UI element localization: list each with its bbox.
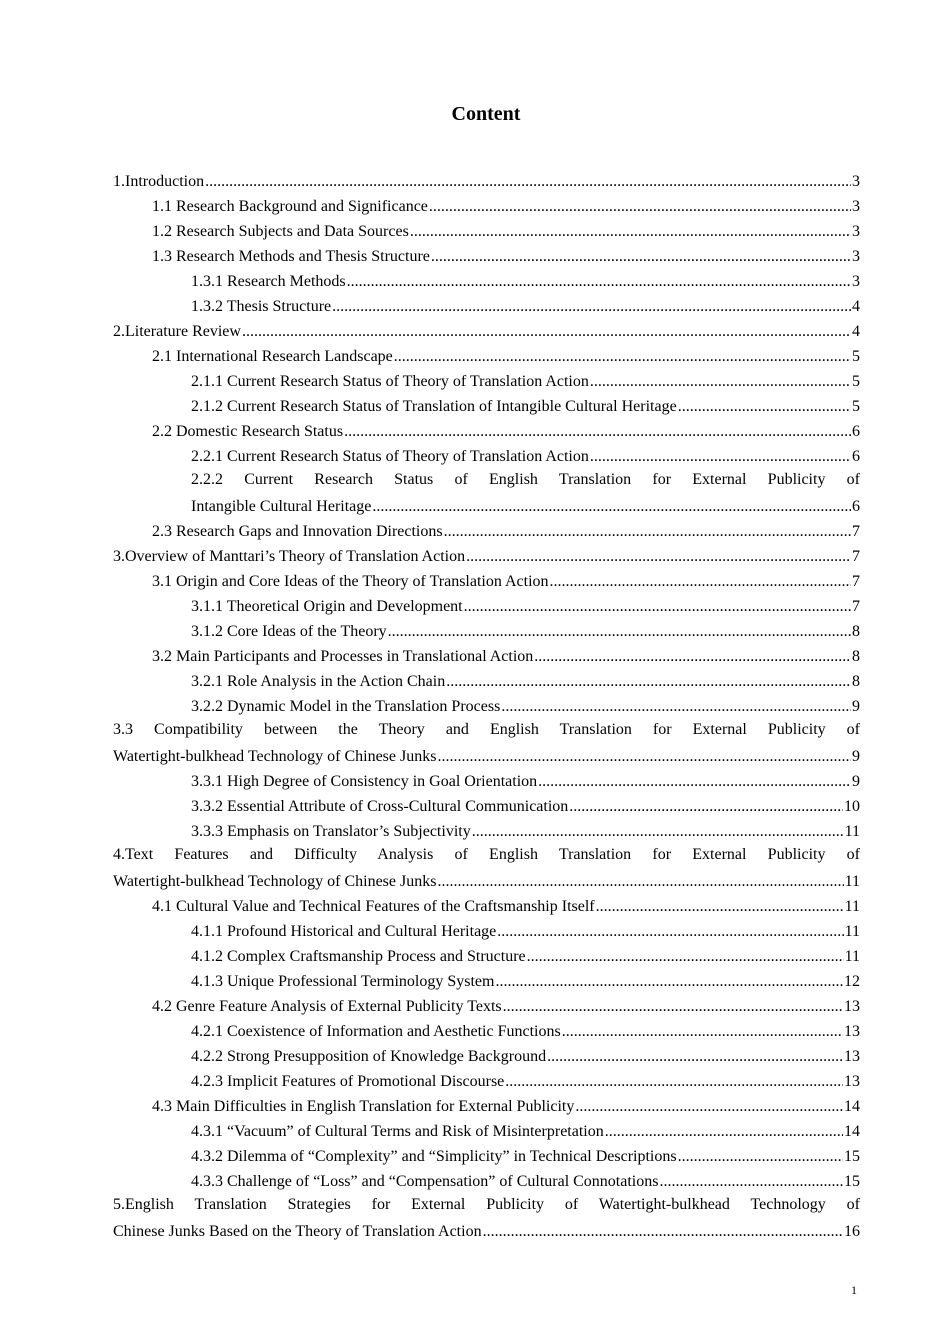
toc-entry[interactable] — [113, 942, 860, 967]
toc-entry-label: 4.3.3 Challenge of “Loss” and “Compensation” of Cultural Connotations — [191, 1173, 659, 1190]
toc-entry-label: 4.1 Cultural Value and Technical Features of the Craftsmanship Itself — [152, 898, 595, 915]
leader-dots — [678, 397, 851, 417]
toc-entry[interactable] — [113, 967, 860, 992]
toc-entry[interactable] — [113, 1117, 860, 1142]
toc-entry[interactable] — [113, 717, 860, 767]
toc-entry-label: 1.Introduction — [113, 173, 205, 190]
toc-entry-label: 1.3 Research Methods and Thesis Structure — [152, 248, 430, 265]
leader-dots — [347, 272, 851, 292]
leader-dots — [388, 622, 851, 642]
leader-dots — [590, 372, 851, 392]
toc-entry-page: 8 — [852, 673, 860, 690]
toc-entry-label: 2.Literature Review — [113, 323, 241, 340]
toc-entry[interactable] — [113, 517, 860, 542]
toc-entry[interactable] — [113, 917, 860, 942]
toc-entry-page: 6 — [852, 423, 860, 440]
leader-dots — [505, 1072, 843, 1092]
toc-entry-label: 2.1.2 Current Research Status of Translation of Intangible Cultural Heritage — [191, 398, 677, 415]
toc-entry-label: 3.1.1 Theoretical Origin and Development — [191, 598, 463, 615]
leader-dots — [534, 647, 851, 667]
toc-entry-page: 16 — [844, 1223, 860, 1240]
toc-entry[interactable] — [113, 617, 860, 642]
leader-dots — [590, 447, 851, 467]
toc-entry-label-line1: 5.English Translation Strategies for External Publicity of Watertight-bulkhead Technology of — [113, 1196, 860, 1213]
toc-entry-page: 13 — [844, 1073, 860, 1090]
toc-entry-page: 15 — [844, 1148, 860, 1165]
toc-entry-label: 3.3.1 High Degree of Consistency in Goal Orientation — [191, 773, 538, 790]
leader-dots — [444, 522, 851, 542]
toc-entry-label: 3.1.2 Core Ideas of the Theory — [191, 623, 387, 640]
toc-entry-label: 2.2.1 Current Research Status of Theory of Translation Action — [191, 448, 589, 465]
toc-entry-label: 1.2 Research Subjects and Data Sources — [152, 223, 409, 240]
toc-entry-label-line1: 2.2.2 Current Research Status of English Translation for External Publicity of — [191, 471, 860, 488]
toc-entry[interactable] — [113, 1167, 860, 1192]
toc-entry-page: 3 — [852, 248, 860, 265]
leader-dots — [205, 172, 851, 192]
toc-entry-label: 4.2.2 Strong Presupposition of Knowledge Background — [191, 1048, 547, 1065]
toc-entry[interactable] — [113, 267, 860, 292]
leader-dots — [431, 247, 851, 267]
toc-entry[interactable] — [113, 417, 860, 442]
toc-entry-label: Watertight-bulkhead Technology of Chinese Junks — [113, 748, 437, 765]
leader-dots — [501, 697, 851, 717]
toc-entry-page: 6 — [852, 498, 860, 515]
toc-entry-page: 9 — [852, 773, 860, 790]
leader-dots — [596, 897, 844, 917]
toc-entry[interactable] — [113, 792, 860, 817]
toc-entry-label: 3.3.2 Essential Attribute of Cross-Cultural Communication — [191, 798, 569, 815]
toc-entry[interactable] — [113, 542, 860, 567]
toc-entry-page: 8 — [852, 623, 860, 640]
toc-entry-label: Chinese Junks Based on the Theory of Translation Action — [113, 1223, 482, 1240]
toc-entry-page: 11 — [844, 898, 860, 915]
leader-dots — [372, 497, 851, 517]
leader-dots — [547, 1047, 843, 1067]
toc-entry-page: 9 — [852, 748, 860, 765]
toc-entry[interactable] — [113, 1142, 860, 1167]
toc-entry-page: 6 — [852, 448, 860, 465]
toc-entry[interactable] — [113, 842, 860, 892]
toc-entry-page: 5 — [852, 373, 860, 390]
toc-entry-label-line1: 4.Text Features and Difficulty Analysis of English Translation for External Publicity of — [113, 846, 860, 863]
toc-entry-page: 11 — [844, 923, 860, 940]
toc-entry[interactable] — [113, 317, 860, 342]
leader-dots — [446, 672, 851, 692]
toc-entry[interactable] — [113, 1067, 860, 1092]
leader-dots — [497, 922, 843, 942]
toc-entry-label: 4.2.1 Coexistence of Information and Aesthetic Functions — [191, 1023, 561, 1040]
toc-entry-page: 11 — [844, 823, 860, 840]
toc-entry[interactable] — [113, 242, 860, 267]
leader-dots — [410, 222, 851, 242]
toc-entry-label: 4.3.2 Dilemma of “Complexity” and “Simplicity” in Technical Descriptions — [191, 1148, 677, 1165]
toc-entry[interactable] — [113, 467, 860, 517]
toc-entry-label: 3.2.1 Role Analysis in the Action Chain — [191, 673, 446, 690]
toc-entry-label: 4.2 Genre Feature Analysis of External Publicity Texts — [152, 998, 502, 1015]
toc-entry[interactable] — [113, 1092, 860, 1117]
toc-entry-label: 2.1 International Research Landscape — [152, 348, 393, 365]
toc-entry-page: 3 — [852, 198, 860, 215]
toc-entry-label: 2.3 Research Gaps and Innovation Directions — [152, 523, 443, 540]
toc-entry-page: 13 — [844, 998, 860, 1015]
toc-entry[interactable] — [113, 392, 860, 417]
leader-dots — [562, 1022, 843, 1042]
toc-entry[interactable] — [113, 817, 860, 842]
leader-dots — [429, 197, 851, 217]
table-of-contents — [113, 167, 860, 1242]
toc-entry-page: 15 — [844, 1173, 860, 1190]
leader-dots — [538, 772, 851, 792]
leader-dots — [605, 1122, 843, 1142]
toc-entry-label: 4.2.3 Implicit Features of Promotional Discourse — [191, 1073, 505, 1090]
toc-entry[interactable] — [113, 642, 860, 667]
toc-entry[interactable] — [113, 892, 860, 917]
leader-dots — [495, 972, 843, 992]
toc-entry-label: 4.3.1 “Vacuum” of Cultural Terms and Risk of Misinterpretation — [191, 1123, 604, 1140]
toc-entry[interactable] — [113, 567, 860, 592]
toc-entry-page: 14 — [844, 1123, 860, 1140]
toc-entry[interactable] — [113, 367, 860, 392]
toc-entry-label: 4.1.1 Profound Historical and Cultural Heritage — [191, 923, 497, 940]
leader-dots — [437, 747, 851, 767]
toc-entry-page: 13 — [844, 1023, 860, 1040]
toc-entry-page: 11 — [844, 873, 860, 890]
toc-entry-label: 4.1.2 Complex Craftsmanship Process and Structure — [191, 948, 526, 965]
leader-dots — [483, 1222, 843, 1242]
toc-entry-page: 3 — [852, 223, 860, 240]
toc-entry-page: 13 — [844, 1048, 860, 1065]
toc-entry-label: 4.1.3 Unique Professional Terminology System — [191, 973, 495, 990]
toc-entry-page: 14 — [844, 1098, 860, 1115]
toc-entry-label: 2.1.1 Current Research Status of Theory of Translation Action — [191, 373, 589, 390]
toc-entry-page: 7 — [852, 573, 860, 590]
toc-entry-page: 4 — [852, 298, 860, 315]
toc-entry-page: 7 — [852, 523, 860, 540]
toc-entry-page: 5 — [852, 398, 860, 415]
toc-entry[interactable] — [113, 192, 860, 217]
toc-entry-page: 7 — [852, 548, 860, 565]
leader-dots — [466, 547, 851, 567]
leader-dots — [344, 422, 851, 442]
toc-entry-page: 3 — [852, 173, 860, 190]
toc-entry[interactable] — [113, 767, 860, 792]
toc-entry-label-line1: 3.3 Compatibility between the Theory and English Translation for External Publicity of — [113, 721, 860, 738]
leader-dots — [569, 797, 843, 817]
toc-entry-page: 5 — [852, 348, 860, 365]
toc-entry-label: 4.3 Main Difficulties in English Translation for External Publicity — [152, 1098, 575, 1115]
toc-entry-page: 12 — [844, 973, 860, 990]
toc-entry[interactable] — [113, 1017, 860, 1042]
toc-entry-label: Watertight-bulkhead Technology of Chinese Junks — [113, 873, 437, 890]
toc-entry-label: 3.Overview of Manttari’s Theory of Translation Action — [113, 548, 466, 565]
toc-entry-label: 1.3.1 Research Methods — [191, 273, 346, 290]
page-number: 1 — [851, 1283, 857, 1297]
toc-entry-page: 10 — [844, 798, 860, 815]
toc-entry[interactable] — [113, 292, 860, 317]
toc-entry-label: Intangible Cultural Heritage — [191, 498, 372, 515]
leader-dots — [503, 997, 843, 1017]
toc-entry-label: 1.3.2 Thesis Structure — [191, 298, 332, 315]
leader-dots — [242, 322, 851, 342]
leader-dots — [550, 572, 851, 592]
toc-entry-label: 3.2 Main Participants and Processes in Translational Action — [152, 648, 534, 665]
toc-entry-label: 3.3.3 Emphasis on Translator’s Subjectivity — [191, 823, 471, 840]
toc-entry[interactable] — [113, 992, 860, 1017]
toc-entry[interactable] — [113, 342, 860, 367]
toc-entry-page: 3 — [852, 273, 860, 290]
leader-dots — [394, 347, 851, 367]
leader-dots — [575, 1097, 843, 1117]
toc-entry-label: 3.1 Origin and Core Ideas of the Theory of Translation Action — [152, 573, 549, 590]
leader-dots — [659, 1172, 843, 1192]
toc-entry-page: 7 — [852, 598, 860, 615]
toc-entry-label: 2.2 Domestic Research Status — [152, 423, 344, 440]
toc-entry-label: 3.2.2 Dynamic Model in the Translation Process — [191, 698, 501, 715]
toc-entry-page: 8 — [852, 648, 860, 665]
toc-entry[interactable] — [113, 217, 860, 242]
toc-entry[interactable] — [113, 442, 860, 467]
leader-dots — [332, 297, 851, 317]
toc-entry-page: 11 — [844, 948, 860, 965]
page-title: Content — [451, 103, 521, 125]
toc-entry[interactable] — [113, 1042, 860, 1067]
toc-entry[interactable] — [113, 667, 860, 692]
leader-dots — [678, 1147, 843, 1167]
toc-entry-page: 9 — [852, 698, 860, 715]
leader-dots — [472, 822, 844, 842]
toc-entry-label: 1.1 Research Background and Significance — [152, 198, 428, 215]
toc-entry-page: 4 — [852, 323, 860, 340]
toc-entry[interactable] — [113, 167, 860, 192]
leader-dots — [437, 872, 843, 892]
toc-entry[interactable] — [113, 1192, 860, 1242]
leader-dots — [464, 597, 851, 617]
toc-entry[interactable] — [113, 592, 860, 617]
leader-dots — [527, 947, 844, 967]
toc-entry[interactable] — [113, 692, 860, 717]
